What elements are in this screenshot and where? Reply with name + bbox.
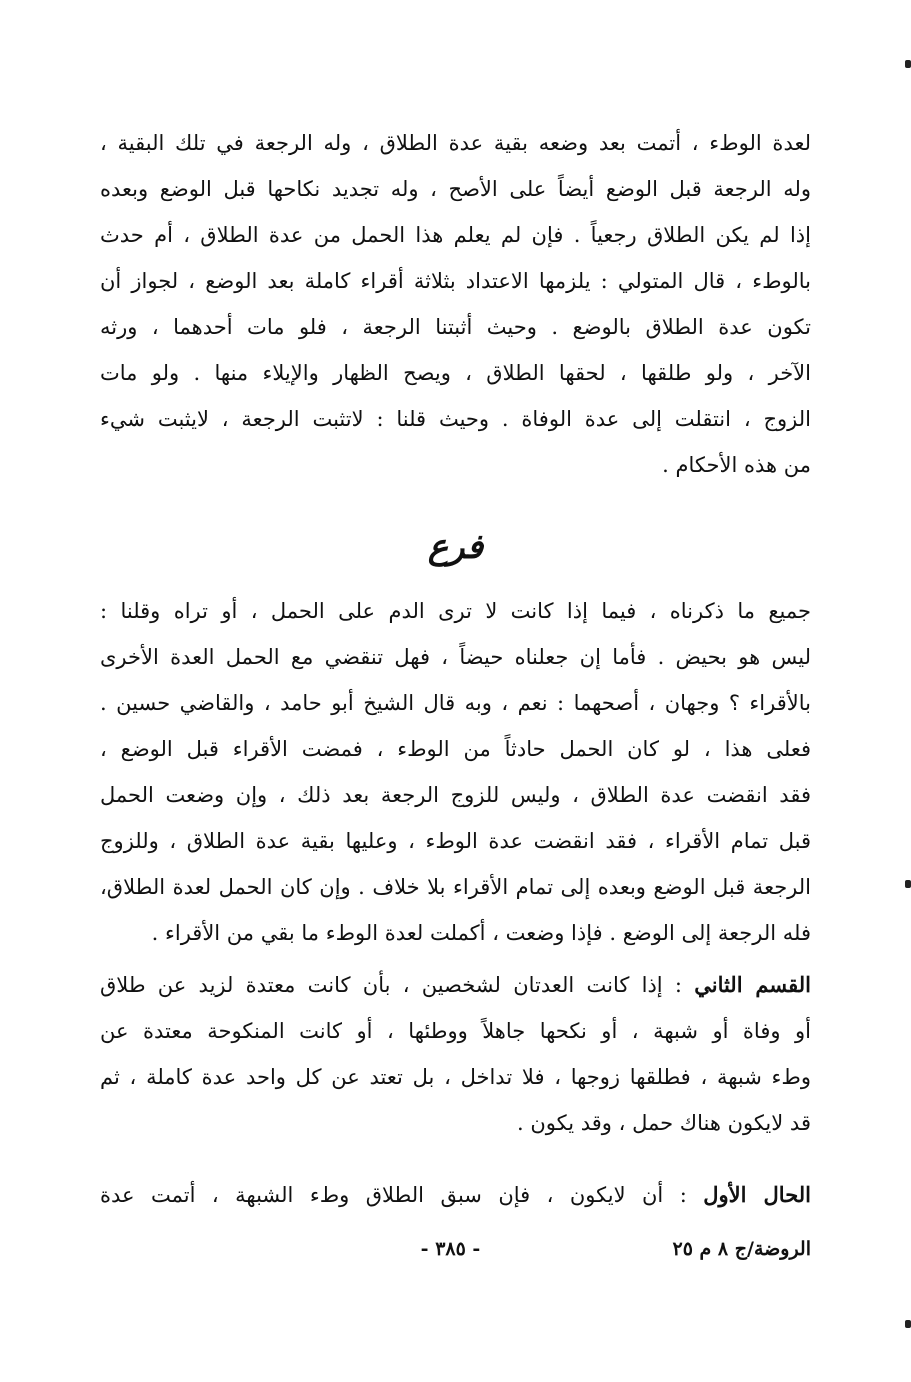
- section-heading: فرع: [427, 527, 484, 567]
- scan-mark: [905, 1320, 911, 1328]
- text-line: بالوطء ، قال المتولي : يلزمها الاعتداد بثلاثة أقراء كاملة بعد الوضع ، لجواز أن: [100, 269, 811, 293]
- text-line: وطء شبهة ، فطلقها زوجها ، فلا تداخل ، بل تعتد عن كل واحد عدة كاملة ، ثم: [100, 1065, 811, 1089]
- text-line: الزوج ، انتقلت إلى عدة الوفاة . وحيث قلنا : لاتثبت الرجعة ، لايثبت شيء: [100, 407, 811, 431]
- text-line: بالأقراء ؟ وجهان ، أصحهما : نعم ، وبه قال الشيخ أبو حامد ، والقاضي حسين .: [100, 691, 811, 715]
- paragraph-1: [100, 120, 811, 488]
- text-line: الرجعة قبل الوضع وبعده إلى تمام الأقراء بلا خلاف . وإن كان الحمل لعدة الطلاق،: [100, 875, 811, 899]
- text-line: قد لايكون هناك حمل ، وقد يكون .: [517, 1111, 811, 1135]
- text-line: فقد انقضت عدة الطلاق ، وليس للزوج الرجعة بعد ذلك ، وإن وضعت الحمل: [100, 783, 811, 807]
- section-lead: القسم الثاني: [694, 972, 811, 997]
- paragraph-4: [100, 1172, 811, 1218]
- text-line: ليس هو بحيض . فأما إن جعلناه حيضاً ، فهل تنقضي مع الحمل العدة الأخرى: [100, 645, 811, 669]
- text-run: : إذا كانت العدتان لشخصين ، بأن كانت معتدة لزيد عن طلاق: [100, 973, 695, 997]
- text-run: : أن لايكون ، فإن سبق الطلاق وطء الشبهة ، أتمت عدة: [100, 1183, 704, 1207]
- section-lead: الحال الأول: [703, 1182, 811, 1207]
- text-line: قبل تمام الأقراء ، فقد انقضت عدة الوطء ، وعليها بقية عدة الطلاق ، وللزوج: [100, 829, 811, 853]
- text-line: فعلى هذا ، لو كان الحمل حادثاً من الوطء ، فمضت الأقراء قبل الوضع ،: [100, 737, 811, 761]
- page-footer: [90, 1238, 811, 1278]
- text-line: الآخر ، ولو طلقها ، لحقها الطلاق ، ويصح الظهار والإيلاء منها . ولو مات: [100, 361, 811, 385]
- text-line: أو وفاة أو شبهة ، أو نكحها جاهلاً ووطئها ، أو كانت المنكوحة معتدة عن: [100, 1019, 811, 1043]
- text-line: [100, 962, 811, 1008]
- paragraph-3: [100, 962, 811, 1146]
- text-line: جميع ما ذكرناه ، فيما إذا كانت لا ترى الدم على الحمل ، أو تراه وقلنا :: [100, 599, 811, 623]
- volume-reference: الروضة/ج ٨ م ٢٥: [672, 1238, 811, 1260]
- text-line: [100, 1172, 811, 1218]
- text-line: فله الرجعة إلى الوضع . فإذا وضعت ، أكملت لعدة الوطء ما بقي من الأقراء .: [151, 921, 811, 945]
- page-number: - ٣٨٥ -: [420, 1238, 481, 1260]
- scan-mark: [905, 880, 911, 888]
- text-line: وله الرجعة قبل الوضع أيضاً على الأصح ، وله تجديد نكاحها قبل الوضع وبعده: [100, 177, 811, 201]
- text-line: لعدة الوطء ، أتمت بعد وضعه بقية عدة الطلاق ، وله الرجعة في تلك البقية ،: [100, 131, 811, 155]
- text-line: إذا لم يكن الطلاق رجعياً . فإن لم يعلم هذا الحمل من عدة الطلاق ، أم حدث: [100, 223, 811, 247]
- scan-mark: [905, 60, 911, 68]
- paragraph-2: [100, 588, 811, 956]
- text-line: تكون عدة الطلاق بالوضع . وحيث أثبتنا الرجعة ، فلو مات أحدهما ، ورثه: [100, 315, 811, 339]
- text-line: من هذه الأحكام .: [662, 453, 811, 477]
